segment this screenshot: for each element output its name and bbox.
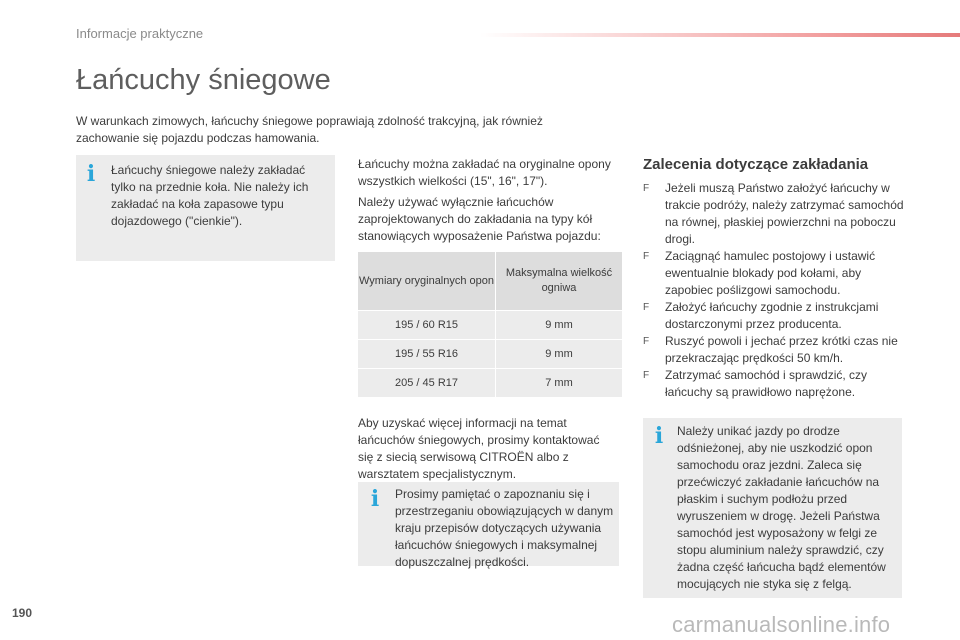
- bullet-icon: F: [643, 183, 650, 194]
- table-cell: 195 / 55 R16: [358, 340, 496, 369]
- table-row: [358, 369, 622, 398]
- list-item-text: Zatrzymać samochód i sprawdzić, czy łańcuchy są prawidłowo naprężone.: [665, 368, 868, 399]
- column-header-tire-size: Wymiary oryginalnych opon: [358, 252, 496, 311]
- contact-paragraph: Aby uzyskać więcej informacji na temat łańcuchów śniegowych, prosimy kontaktować się z siecią serwisową CITROËN albo z warsztatem specjalistycznym.: [358, 416, 600, 481]
- table-row: [358, 340, 622, 369]
- section-header: Informacje praktyczne: [76, 26, 204, 41]
- table-row: [358, 311, 622, 340]
- list-item: [643, 299, 908, 333]
- info-box-road-surface: [643, 418, 902, 598]
- list-item-text: Jeżeli muszą Państwo założyć łańcuchy w trakcie podróży, należy zatrzymać samochód na równej, płaskiej powierzchni na poboczu drogi.: [665, 181, 904, 246]
- tire-sizes-paragraph: Łańcuchy można zakładać na oryginalne opony wszystkich wielkości (15", 16", 17").: [358, 157, 611, 188]
- bullet-icon: F: [643, 336, 650, 347]
- bullet-icon: F: [643, 302, 650, 313]
- info-text: Należy unikać jazdy po drodze odśnieżonej, aby nie uszkodzić opon samochodu oraz jezdni. Zaleca się przećwiczyć zakładanie łańcuchów na płaskim i suchym podłożu przed wyruszeniem w drogę. Jeżeli Państwa samochód jest wyposażony w felgi ze stopu aluminium należy sprawdzić, czy żadna część łańcucha bądź elementów mocujących nie styka się z felgą.: [677, 424, 886, 591]
- header-bar: [480, 33, 960, 37]
- list-item-text: Założyć łańcuchy zgodnie z instrukcjami dostarczonymi przez producenta.: [665, 300, 879, 331]
- recommendations-list: [643, 180, 908, 401]
- page-number: 190: [12, 606, 33, 620]
- recommendations-heading: Zalecenia dotyczące zakładania: [643, 156, 869, 173]
- list-item-text: Zaciągnąć hamulec postojowy i ustawić ewentualnie blokady pod kołami, aby zapobiec poślizgowi samochodu.: [665, 249, 876, 297]
- info-box-front-wheels: [76, 155, 335, 261]
- list-item: [643, 180, 908, 248]
- watermark: carmanualsonline.info: [672, 612, 891, 637]
- tire-chain-table: [358, 252, 622, 398]
- table-cell: 7 mm: [496, 369, 623, 398]
- info-icon: i: [654, 423, 664, 449]
- intro-paragraph: W warunkach zimowych, łańcuchy śniegowe poprawiają zdolność trakcyjną, jak również zachowanie się pojazdu podczas hamowania.: [76, 114, 543, 145]
- info-icon: i: [86, 161, 96, 187]
- table-cell: 195 / 60 R15: [358, 311, 496, 340]
- column-header-max-link: Maksymalna wielkość ogniwa: [496, 252, 623, 311]
- info-text: Łańcuchy śniegowe należy zakładać tylko na przednie koła. Nie należy ich zakładać na koła zapasowe typu dojazdowego ("cienkie").: [111, 163, 309, 228]
- list-item: [643, 248, 908, 299]
- bullet-icon: F: [643, 370, 650, 381]
- list-item: [643, 367, 908, 401]
- table-cell: 205 / 45 R17: [358, 369, 496, 398]
- chain-type-paragraph: Należy używać wyłącznie łańcuchów zaprojektowanych do zakładania na typy kół stanowiących wyposażenie Państwa pojazdu:: [358, 195, 601, 243]
- page-title: Łańcuchy śniegowe: [76, 64, 331, 96]
- info-box-regulations: [358, 482, 619, 569]
- bullet-icon: F: [643, 251, 650, 262]
- info-icon: i: [370, 486, 380, 512]
- table-cell: 9 mm: [496, 340, 623, 369]
- info-text: Prosimy pamiętać o zapoznaniu się i przestrzeganiu obowiązujących w danym kraju przepisów dotyczących używania łańcuchów śniegowych i maksymalnej dopuszczalnej prędkości.: [395, 487, 614, 569]
- list-item: [643, 333, 908, 367]
- table-header-row: [358, 252, 622, 311]
- list-item-text: Ruszyć powoli i jechać przez krótki czas nie przekraczając prędkości 50 km/h.: [665, 334, 898, 365]
- table-cell: 9 mm: [496, 311, 623, 340]
